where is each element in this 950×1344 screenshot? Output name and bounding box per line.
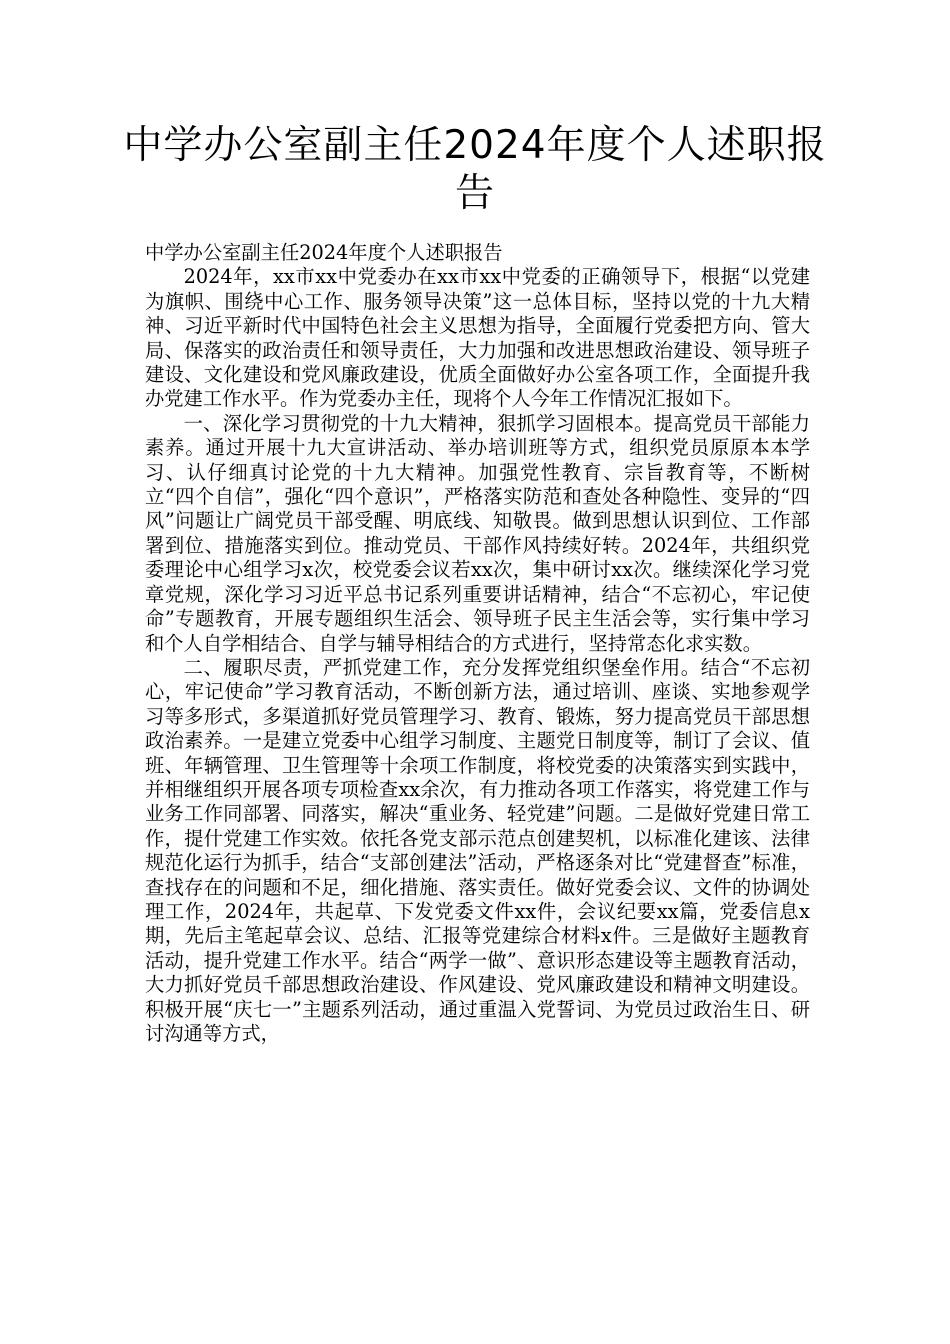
document-title: 中学办公室副主任2024年度个人述职报告 xyxy=(123,123,827,216)
document-body xyxy=(145,241,810,1046)
paragraph-intro: 2024年，xx市xx中党委办在xx市xx中党委的正确领导下，根据“以党建为旗帜、围绕中心工作、服务领导决策”这一总体目标，坚持以党的十九大精神、习近平新时代中国特色社会主义思想为指导，全面履行党委把方向、管大局、保落实的政治责任和领导责任，大力加强和改进思想政治建设、领导班子建设、文化建设和党风廉政建设，优质全面做好办公室各项工作，全面提升我办党建工作水平。作为党委办主任，现将个人今年工作情况汇报如下。 xyxy=(145,265,810,411)
paragraph-section-two: 二、履职尽责，严抓党建工作，充分发挥党组织堡垒作用。结合“不忘初心，牢记使命”学习教育活动，不断创新方法，通过培训、座谈、实地参观学习等多形式，多渠道抓好党员管理学习、教育、锻炼，努力提高党员干部思想政治素养。一是建立党委中心组学习制度、主题党日制度等，制订了会议、值班、年辆管理、卫生管理等十余项工作制度，将校党委的决策落实到实践中，并相继组织开展各项专项检查xx余次，有力推动各项工作落实，将党建工作与业务工作同部署、同落实，解决“重业务、轻党建”问题。二是做好党建日常工作，提什党建工作实效。依托各党支部示范点创建契机，以标准化建该、法律规范化运行为抓手，结合“支部创建法”活动，严格逐条对比“党建督查”标准，查找存在的问题和不足，细化措施、落实责任。做好党委会议、文件的协调处理工作，2024年，共起草、下发党委文件xx件，会议纪要xx篇，党委信息x期，先后主笔起草会议、总结、汇报等党建综合材料x件。三是做好主题教育活动，提升党建工作水平。结合“两学一做”、意识形态建设等主题教育活动，大力抓好党员千部思想政治建设、作风建设、党风廉政建设和精神文明建设。积极开展“庆七一”主题系列活动，通过重温入党誓词、为党员过政治生日、研讨沟通等方式， xyxy=(145,655,810,1045)
document-subtitle: 中学办公室副主任2024年度个人述职报告 xyxy=(145,241,503,264)
paragraph-section-one: 一、深化学习贯彻党的十九大精神，狠抓学习固根本。提高党员干部能力素养。通过开展十九大宣讲活动、举办培训班等方式，组织党员原原本本学习、认仔细真讨论党的十九大精神。加强党性教育、宗旨教育等，不断树立“四个自信”，强化“四个意识”，严格落实防范和查处各种隐性、变异的“四风”问题让广阔党员干部受醒、明底线、知敬畏。做到思想认识到位、工作部署到位、措施落实到位。推动党员、干部作风持续好转。2024年，共组织党委理论中心组学习x次，校党委会议若xx次，集中研讨xx次。继续深化学习党章党规，深化学习习近平总书记系列重要讲话精神，结合“不忘初心，牢记使命”专题教育，开展专题组织生活会、领导班子民主生活会等，实行集中学习和个人自学相结合、自学与辅导相结合的方式进行，坚持常态化求实数。 xyxy=(145,411,810,655)
